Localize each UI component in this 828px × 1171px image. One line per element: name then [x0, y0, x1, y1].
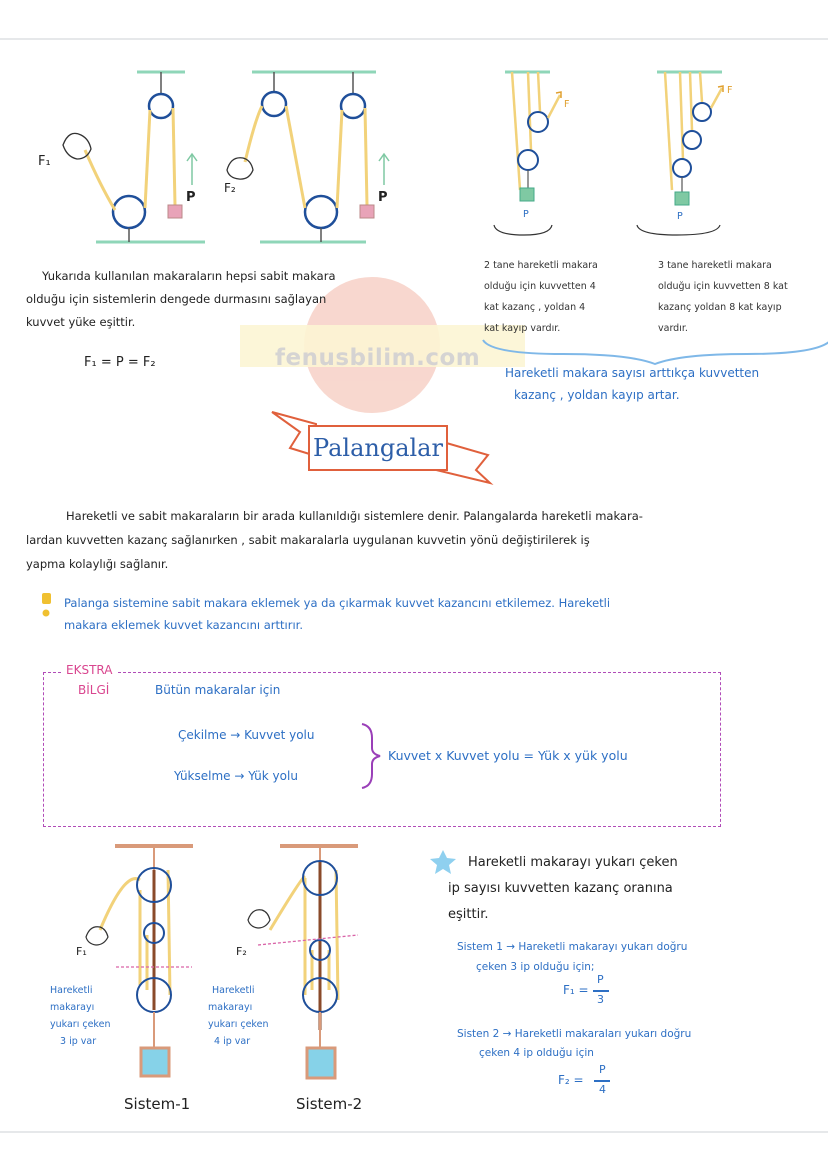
fixed-desc-line-2: olduğu için sistemlerin dengede durmasını sağlayan [26, 292, 327, 306]
system-2-equation-denominator: 4 [599, 1083, 606, 1096]
system-1-caption: Sistem-1 [124, 1095, 191, 1113]
bottom-force-label-f1: F₁ [76, 945, 87, 958]
note-three-line-1: 3 tane hareketli makara [658, 260, 772, 271]
system-1-note-line-1: Hareketli [50, 985, 93, 996]
note-two-line-3: kat kazanç , yoldan 4 [484, 302, 586, 313]
page-title: Palangalar [308, 425, 448, 471]
load-label-p1: P [186, 190, 196, 205]
definition-line-3: yapma kolaylığı sağlanır. [26, 557, 169, 571]
summary-brace [483, 340, 828, 364]
rule-line-3: eşittir. [448, 907, 489, 922]
warning-icon [42, 593, 51, 617]
system-2-explanation-line-1: Sisten 2 → Hareketli makaraları yukarı doğru [457, 1028, 692, 1040]
bottom-force-label-f2: F₂ [236, 945, 247, 958]
definition-line-2: lardan kuvvetten kazanç sağlanırken , sabit makaralarla uygulanan kuvvetin yönü değiştirilerek iş [26, 533, 590, 547]
note-three-line-4: vardır. [658, 323, 688, 334]
summary-line-2: kazanç , yoldan kayıp artar. [514, 388, 680, 402]
load-label-p2: P [378, 190, 388, 205]
summary-line-1: Hareketli makara sayısı arttıkça kuvvetten [505, 366, 760, 380]
system-2-equation-lhs: F₂ = [558, 1073, 584, 1087]
watermark-text: fenusbilim.com [275, 345, 481, 371]
system-1-note-line-4: 3 ip var [60, 1036, 97, 1047]
fixed-equation: F₁ = P = F₂ [84, 355, 156, 370]
note-three-line-3: kazanç yoldan 8 kat kayıp [658, 302, 782, 313]
star-icon [430, 850, 456, 874]
fixed-desc-line-1: Yukarıda kullanılan makaraların hepsi sabit makara [42, 269, 336, 283]
system-2-note-line-4: 4 ip var [214, 1036, 251, 1047]
extra-info-row-2: Yükselme → Yük yolu [174, 769, 298, 783]
system-1-note-line-2: makarayı [50, 1002, 95, 1013]
extra-info-tag-line-2: BİLGİ [78, 683, 110, 697]
palanga-system-2 [248, 846, 358, 1078]
palanga-system-1 [86, 846, 193, 1076]
rule-line-2: ip sayısı kuvvetten kazanç oranına [448, 881, 673, 896]
system-2-explanation-line-2: çeken 4 ip olduğu için [479, 1047, 594, 1059]
note-three-line-2: olduğu için kuvvetten 8 kat [658, 281, 788, 292]
system-2-equation-numerator: P [599, 1063, 606, 1076]
fixed-pulley-diagram-1 [63, 72, 205, 242]
load-label-p-b: P [677, 211, 683, 222]
system-2-note-line-3: yukarı çeken [208, 1019, 269, 1030]
system-1-equation-numerator: P [597, 973, 604, 986]
force-label-f1: F₁ [38, 154, 51, 169]
rule-line-1: Hareketli makarayı yukarı çeken [468, 855, 678, 870]
force-label-f-a: F [564, 99, 570, 110]
fixed-pulley-diagram-2 [227, 72, 389, 242]
system-2-note-line-2: makarayı [208, 1002, 253, 1013]
definition-line-1: Hareketli ve sabit makaraların bir arada kullanıldığı sistemlere denir. Palangalarda hareketli makara- [66, 509, 643, 523]
note-two-line-2: olduğu için kuvvetten 4 [484, 281, 596, 292]
warning-line-1: Palanga sistemine sabit makara eklemek ya da çıkarmak kuvvet kazancını etkilemez. Hareketli [64, 596, 611, 610]
force-label-f-b: F [727, 85, 733, 96]
system-1-explanation-line-2: çeken 3 ip olduğu için; [476, 961, 595, 973]
system-2-note-line-1: Hareketli [212, 985, 255, 996]
load-label-p-a: P [523, 209, 529, 220]
fixed-desc-line-3: kuvvet yüke eşittir. [26, 315, 136, 329]
extra-info-heading: Bütün makaralar için [155, 683, 281, 697]
warning-line-2: makara eklemek kuvvet kazancını arttırır. [64, 618, 304, 632]
extra-info-formula: Kuvvet x Kuvvet yolu = Yük x yük yolu [388, 748, 628, 763]
system-2-caption: Sistem-2 [296, 1095, 363, 1113]
system-1-explanation-line-1: Sistem 1 → Hareketli makarayı yukarı doğru [457, 941, 688, 953]
extra-info-tag-line-1: EKSTRA [62, 660, 116, 680]
note-two-line-4: kat kayıp vardır. [484, 323, 561, 334]
system-1-note-line-3: yukarı çeken [50, 1019, 111, 1030]
system-1-equation-denominator: 3 [597, 993, 604, 1006]
extra-info-row-1: Çekilme → Kuvvet yolu [178, 728, 315, 742]
system-1-equation-lhs: F₁ = [563, 983, 589, 997]
note-two-line-1: 2 tane hareketli makara [484, 260, 598, 271]
force-label-f2: F₂ [224, 181, 236, 195]
